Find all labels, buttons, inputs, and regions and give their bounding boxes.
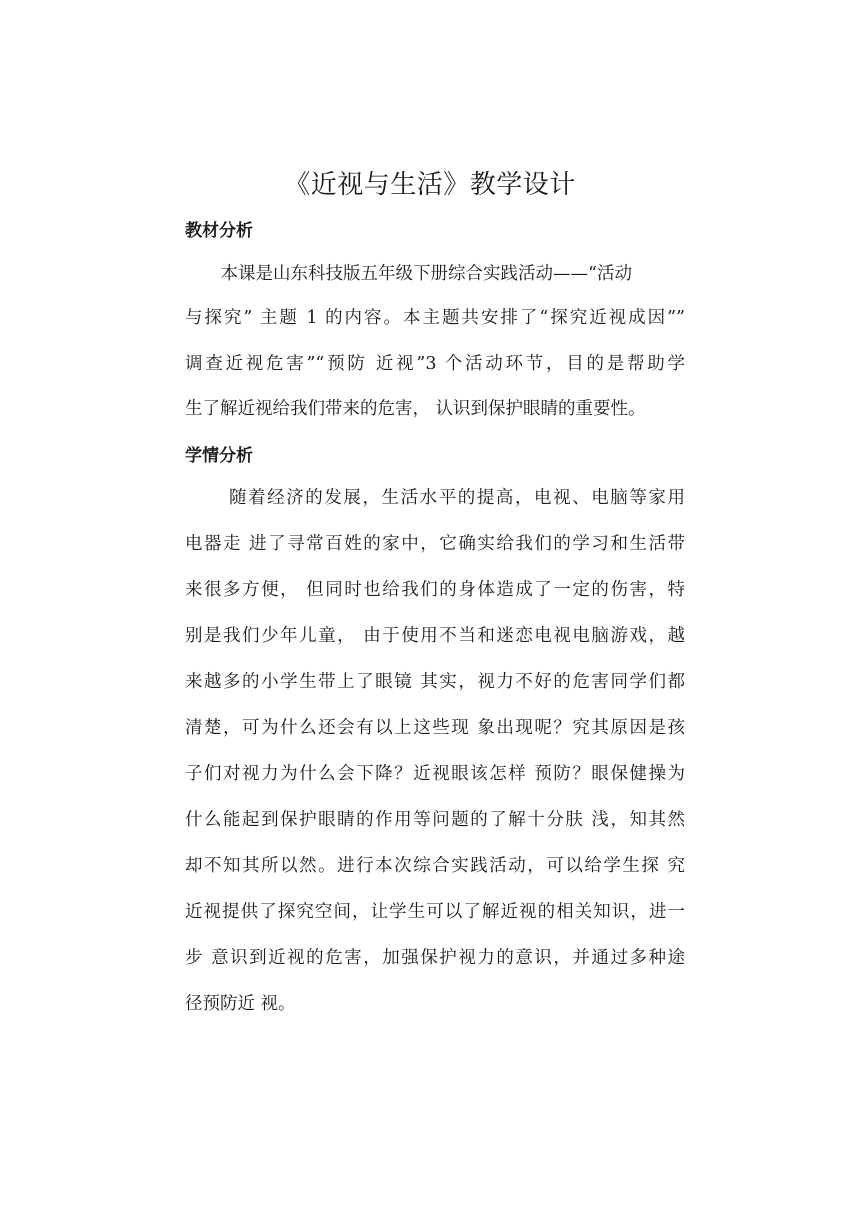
section-heading-learning-analysis: 学情分析: [185, 446, 253, 466]
paragraph-line: 调查近视危害”“预防 近视”3 个活动环节，目的是帮助学: [185, 354, 685, 374]
paragraph-line: 子们对视力为什么会下降？近视眼该怎样 预防？眼保健操为: [185, 764, 685, 784]
paragraph-line: 径预防近 视。: [185, 994, 296, 1014]
document-title: 《近视与生活》教学设计: [284, 170, 576, 200]
paragraph-line: 清楚，可为什么还会有以上这些现 象出现呢？究其原因是孩: [185, 718, 685, 738]
paragraph-line: 随着经济的发展，生活水平的提高，电视、电脑等家用: [210, 488, 685, 508]
paragraph-line: 来很多方便， 但同时也给我们的身体造成了一定的伤害，特: [185, 580, 685, 600]
paragraph-line: 步 意识到近视的危害，加强保护视力的意识，并通过多种途: [185, 948, 685, 968]
paragraph-line: 什么能起到保护眼睛的作用等问题的了解十分肤 浅，知其然: [185, 810, 685, 830]
paragraph-line: 近视提供了探究空间，让学生可以了解近视的相关知识，进一: [185, 902, 685, 922]
section-heading-textbook-analysis: 教材分析: [185, 221, 253, 241]
paragraph-line: 生了解近视给我们带来的危害， 认识到保护眼睛的重要性。: [185, 399, 646, 419]
paragraph-line: 电器走 进了寻常百姓的家中，它确实给我们的学习和生活带: [185, 534, 685, 554]
paragraph-line: 与探究” 主题 1 的内容。本主题共安排了“探究近视成因””: [185, 308, 685, 328]
paragraph-line: 本课是山东科技版五年级下册综合实践活动——“活动: [203, 264, 632, 284]
paragraph-line: 别是我们少年儿童， 由于使用不当和迷恋电视电脑游戏，越: [185, 626, 685, 646]
paragraph-line: 却不知其所以然。进行本次综合实践活动，可以给学生探 究: [185, 856, 685, 876]
paragraph-line: 来越多的小学生带上了眼镜 其实，视力不好的危害同学们都: [185, 672, 685, 692]
